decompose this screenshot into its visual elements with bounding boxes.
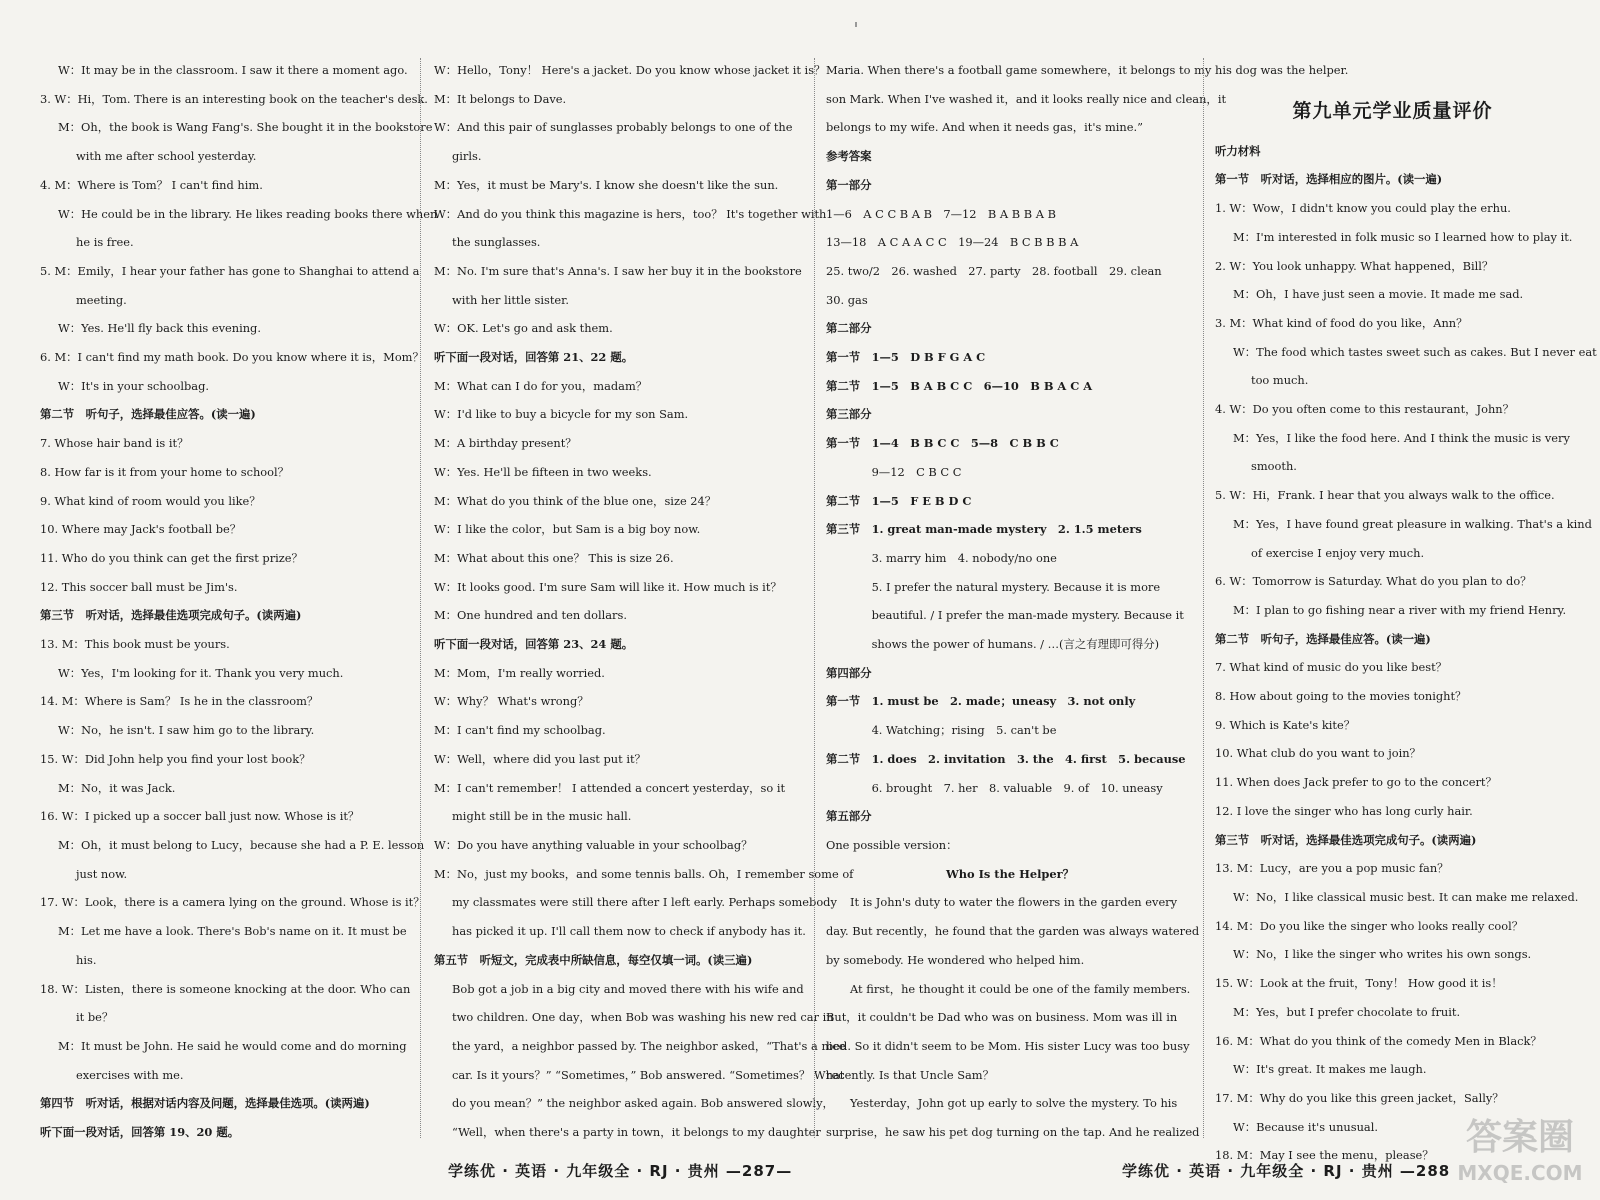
text-line: 6. M：I can't find my math book. Do you know where it is，Mom？	[40, 350, 424, 365]
text-line: M：I can't remember！ I attended a concert yesterday，so it	[434, 780, 786, 795]
text-line: W：No，I like the singer who writes his own songs.	[1233, 947, 1532, 962]
text-line: 9. Which is Kate's kite？	[1215, 717, 1356, 732]
text-line: 第二节 1—5 F E B D C	[826, 493, 972, 508]
watermark-url: MXQE.COM	[1457, 1161, 1583, 1185]
text-line: it be？	[76, 1010, 114, 1025]
text-line: the yard，a neighbor passed by. The neighbor asked，“That's a nice	[452, 1038, 846, 1053]
text-line: smooth.	[1251, 459, 1297, 474]
text-line: It is John's duty to water the flowers in the garden every	[850, 895, 1178, 910]
text-line: W：And this pair of sunglasses probably belongs to one of the	[434, 120, 793, 135]
column-divider	[420, 58, 421, 1138]
text-line: beautiful. / I prefer the man-made mystery. Because it	[826, 608, 1184, 623]
text-line: 第四部分	[826, 665, 872, 680]
text-line: W：Do you have anything valuable in your schoolbag？	[434, 837, 753, 852]
text-line: bed. So it didn't seem to be Mom. His sister Lucy was too busy	[826, 1038, 1190, 1053]
text-line: his dog was the helper.	[1215, 63, 1349, 77]
text-line: M：What can I do for you，madam？	[434, 378, 648, 393]
text-line: Maria. When there's a football game somewhere，it belongs to my	[826, 63, 1212, 77]
text-line: M：Oh，it must belong to Lucy，because she had a P. E. lesson	[58, 837, 425, 852]
text-line: M：No，just my books，and some tennis balls. Oh，I remember some of	[434, 866, 854, 881]
text-line: W：I like the color，but Sam is a big boy now.	[434, 522, 701, 537]
text-line: 第五节 听短文，完成表中所缺信息，每空仅填一词。(读三遍)	[434, 952, 753, 967]
text-line: 第一节 1—5 D B F G A C	[826, 350, 986, 365]
text-line: 第一节 听对话，选择相应的图片。(读一遍)	[1215, 172, 1443, 187]
text-line: M：What about this one？ This is size 26.	[434, 550, 674, 565]
text-line: 13. M：Lucy，are you a pop music fan？	[1215, 861, 1449, 876]
column-3	[826, 56, 1227, 1147]
text-line: 10. What club do you want to join？	[1215, 746, 1421, 761]
text-line: 14. M：Do you like the singer who looks really cool？	[1215, 918, 1524, 933]
text-line: But，it couldn't be Dad who was on business. Mom was ill in	[826, 1010, 1178, 1025]
text-line: W：Yes. He'll be fifteen in two weeks.	[434, 464, 652, 479]
text-line: of exercise I enjoy very much.	[1251, 545, 1425, 560]
text-line: W：The food which tastes sweet such as cakes. But I never eat	[1233, 344, 1597, 359]
text-line: 18. M：May I see the menu，please？	[1215, 1148, 1434, 1163]
text-line: 13—18 A C A A C C 19—24 B C B B B A	[826, 235, 1079, 250]
text-line: 听力材料	[1215, 143, 1261, 158]
text-line: 9. What kind of room would you like？	[40, 493, 261, 508]
text-line: might still be in the music hall.	[452, 809, 632, 824]
text-line: has picked it up. I'll call them now to check if anybody has it.	[452, 924, 806, 939]
text-line: M：No. I'm sure that's Anna's. I saw her buy it in the bookstore	[434, 263, 802, 278]
text-line: W：Why？ What's wrong？	[434, 694, 589, 709]
text-line: M：Yes，I have found great pleasure in walking. That's a kind	[1233, 516, 1592, 531]
text-line: girls.	[452, 149, 482, 164]
text-line: belongs to my wife. And when it needs gas，it's mine.”	[826, 120, 1143, 135]
text-line: 第二节 1. does 2. invitation 3. the 4. first 5. because	[826, 751, 1186, 766]
text-line: M：Yes，but I prefer chocolate to fruit.	[1233, 1004, 1461, 1019]
text-line: 6. brought 7. her 8. valuable 9. of 10. uneasy	[826, 780, 1163, 795]
text-line: Yesterday，John got up early to solve the mystery. To his	[850, 1096, 1178, 1111]
text-line: 4. W：Do you often come to this restaurant，John？	[1215, 402, 1515, 417]
text-line: 6. W：Tomorrow is Saturday. What do you plan to do？	[1215, 574, 1532, 589]
text-line: 10. Where may Jack's football be？	[40, 522, 242, 537]
column-divider	[814, 58, 815, 1138]
section-title: 第九单元学业质量评价	[1292, 99, 1493, 122]
text-line: 15. W：Did John help you find your lost book？	[40, 751, 311, 766]
text-line: my classmates were still there after I left early. Perhaps somebody	[452, 895, 837, 910]
text-line: M：Oh，I have just seen a movie. It made me sad.	[1233, 287, 1524, 302]
text-line: M：I'm interested in folk music so I learned how to play it.	[1233, 229, 1573, 244]
page-footer-right: 学练优 · 英语 · 九年级全 · RJ · 贵州 —288	[1122, 1162, 1451, 1180]
text-line: 12. This soccer ball must be Jim's.	[40, 579, 238, 594]
column-1	[40, 56, 438, 1147]
text-line: surprise，he saw his pet dog turning on the tap. And he realized	[826, 1125, 1200, 1140]
text-line: 11. When does Jack prefer to go to the concert？	[1215, 775, 1497, 790]
text-line: 4. M：Where is Tom？ I can't find him.	[40, 177, 263, 192]
text-line: 第一节 1—4 B B C C 5—8 C B B C	[826, 436, 1059, 451]
text-line: W：It's great. It makes me laugh.	[1233, 1062, 1427, 1077]
text-line: 18. W：Listen，there is someone knocking at the door. Who can	[40, 981, 411, 996]
text-line: 15. W：Look at the fruit，Tony！ How good it is！	[1215, 976, 1503, 991]
text-line: M：It must be John. He said he would come and do morning	[58, 1038, 407, 1053]
text-line: 17. W：Look，there is a camera lying on the ground. Whose is it？	[40, 895, 425, 910]
text-line: M：No，it was Jack.	[58, 780, 176, 795]
text-line: W：He could be in the library. He likes reading books there when	[58, 206, 438, 221]
text-line: Who Is the Helper？	[945, 866, 1075, 881]
text-line: 11. Who do you think can get the first prize？	[40, 550, 303, 565]
text-line: 第二节 听句子，选择最佳应答。(读一遍)	[40, 407, 256, 422]
text-line: 第二部分	[826, 321, 872, 336]
text-line: W：Well，where did you last put it？	[434, 751, 646, 766]
text-line: son Mark. When I've washed it，and it looks really nice and clean，it	[826, 91, 1227, 106]
text-line: At first，he thought it could be one of the family members.	[850, 981, 1191, 996]
text-line: 第四节 听对话，根据对话内容及问题，选择最佳选项。(读两遍)	[40, 1096, 370, 1111]
text-line: too much.	[1251, 373, 1309, 388]
text-line: shows the power of humans. / …(言之有理即可得分)	[826, 637, 1160, 652]
text-line: 第三节 1. great man-made mystery 2. 1.5 meters	[826, 522, 1142, 537]
text-line: M：What do you think of the blue one，size 24？	[434, 493, 717, 508]
text-line: by somebody. He wondered who helped him.	[826, 952, 1085, 967]
text-line: Bob got a job in a big city and moved there with his wife and	[452, 981, 804, 996]
text-line: W：OK. Let's go and ask them.	[434, 321, 613, 336]
text-line: two children. One day，when Bob was washing his new red car in	[452, 1010, 834, 1025]
text-line: his.	[76, 952, 97, 967]
text-line: 16. M：What do you think of the comedy Men in Black？	[1215, 1033, 1542, 1048]
text-line: W：It may be in the classroom. I saw it there a moment ago.	[58, 63, 408, 77]
text-line: 听下面一段对话，回答第 21、22 题。	[434, 350, 634, 365]
text-line: 7. What kind of music do you like best？	[1215, 660, 1448, 675]
text-line: 第一部分	[826, 177, 872, 192]
text-line: M：A birthday present？	[434, 436, 577, 451]
text-line: W：Yes. He'll fly back this evening.	[58, 321, 261, 336]
text-line: 参考答案	[826, 149, 872, 164]
text-line: M：Yes，it must be Mary's. I know she doesn't like the sun.	[434, 177, 779, 192]
text-line: 9—12 C B C C	[826, 464, 962, 479]
text-line: W：It looks good. I'm sure Sam will like it. How much is it？	[434, 579, 782, 594]
text-line: 1. W：Wow，I didn't know you could play the erhu.	[1215, 201, 1511, 216]
text-line: W：No，he isn't. I saw him go to the library.	[58, 723, 315, 738]
text-line: 5. M：Emily，I hear your father has gone to Shanghai to attend a	[40, 263, 420, 278]
text-line: 1—6 A C C B A B 7—12 B A B B A B	[826, 206, 1056, 221]
text-line: 14. M：Where is Sam？ Is he in the classroom？	[40, 694, 319, 709]
text-line: M：Yes，I like the food here. And I think the music is very	[1233, 430, 1570, 445]
text-line: One possible version：	[826, 837, 958, 852]
text-line: 3. M：What kind of food do you like，Ann？	[1215, 315, 1468, 330]
text-line: 17. M：Why do you like this green jacket，Sally？	[1215, 1090, 1504, 1105]
text-line: 2. W：You look unhappy. What happened，Bill？	[1215, 258, 1494, 273]
text-line: car. Is it yours？” “Sometimes，” Bob answered. “Sometimes？ What	[452, 1067, 845, 1082]
text-line: M：It belongs to Dave.	[434, 91, 567, 106]
text-line: W：Because it's unusual.	[1233, 1119, 1378, 1134]
scan-mark	[855, 22, 857, 27]
text-line: M：I plan to go fishing near a river with my friend Henry.	[1233, 602, 1567, 617]
text-line: 13. M：This book must be yours.	[40, 637, 230, 652]
text-line: 听下面一段对话，回答第 23、24 题。	[434, 637, 634, 652]
text-line: 3. W：Hi，Tom. There is an interesting book on the teacher's desk.	[40, 91, 428, 106]
text-line: 第三节 听对话，选择最佳选项完成句子。(读两遍)	[40, 608, 302, 623]
text-line: 第三节 听对话，选择最佳选项完成句子。(读两遍)	[1215, 832, 1477, 847]
text-line: 3. marry him 4. nobody/no one	[826, 550, 1057, 565]
column-4	[1215, 56, 1597, 1170]
text-line: 5. W：Hi，Frank. I hear that you always walk to the office.	[1215, 488, 1555, 503]
text-line: 30. gas	[826, 292, 868, 307]
text-line: exercises with me.	[76, 1067, 184, 1082]
text-line: M：Mom，I'm really worried.	[434, 665, 605, 680]
text-line: W：It's in your schoolbag.	[58, 378, 209, 393]
text-line: 第二节 听句子，选择最佳应答。(读一遍)	[1215, 631, 1431, 646]
text-line: 12. I love the singer who has long curly hair.	[1215, 803, 1473, 818]
text-line: with me after school yesterday.	[76, 149, 257, 164]
text-line: W：And do you think this magazine is hers，too？ It's together with	[434, 206, 827, 221]
text-line: 8. How far is it from your home to school？	[40, 464, 290, 479]
text-line: W：Yes，I'm looking for it. Thank you very much.	[58, 665, 344, 680]
text-line: M：I can't find my schoolbag.	[434, 723, 606, 738]
text-line: W：I'd like to buy a bicycle for my son Sam.	[434, 407, 689, 422]
text-line: M：Oh，the book is Wang Fang's. She bought it in the bookstore	[58, 120, 433, 135]
text-line: 8. How about going to the movies tonight？	[1215, 689, 1467, 704]
text-line: 7. Whose hair band is it？	[40, 436, 189, 451]
text-line: 第二节 1—5 B A B C C 6—10 B B A C A	[826, 378, 1093, 393]
text-line: just now.	[76, 866, 128, 881]
text-line: 4. Watching；rising 5. can't be	[826, 723, 1057, 738]
text-line: “Well，when there's a party in town，it belongs to my daughter	[452, 1125, 821, 1140]
text-line: W：No，I like classical music best. It can make me relaxed.	[1233, 889, 1579, 904]
text-line: meeting.	[76, 292, 127, 307]
text-line: 听下面一段对话，回答第 19、20 题。	[40, 1125, 240, 1140]
text-line: M：One hundred and ten dollars.	[434, 608, 627, 623]
page-footer-left: 学练优 · 英语 · 九年级全 · RJ · 贵州 —287—	[448, 1162, 793, 1180]
text-line: do you mean？” the neighbor asked again. Bob answered slowly，	[452, 1096, 834, 1111]
watermark-logo	[1450, 1116, 1590, 1196]
text-line: recently. Is that Uncle Sam？	[826, 1067, 994, 1082]
text-line: the sunglasses.	[452, 235, 541, 250]
text-line: 16. W：I picked up a soccer ball just now. Whose is it？	[40, 809, 360, 824]
text-line: 5. I prefer the natural mystery. Because it is more	[826, 579, 1161, 594]
text-line: with her little sister.	[452, 292, 569, 307]
text-line: 第五部分	[826, 809, 872, 824]
text-line: W：Hello，Tony！ Here's a jacket. Do you know whose jacket it is？	[434, 63, 826, 77]
text-line: he is free.	[76, 235, 134, 250]
text-line: 第三部分	[826, 407, 872, 422]
text-line: 25. two/2 26. washed 27. party 28. football 29. clean	[826, 263, 1162, 278]
text-line: day. But recently，he found that the garden was always watered	[826, 924, 1200, 939]
text-line: 第一节 1. must be 2. made；uneasy 3. not only	[826, 694, 1136, 709]
watermark-text: 答案圈	[1465, 1117, 1574, 1158]
column-divider	[1203, 58, 1204, 1138]
text-line: M：Let me have a look. There's Bob's name on it. It must be	[58, 924, 407, 939]
